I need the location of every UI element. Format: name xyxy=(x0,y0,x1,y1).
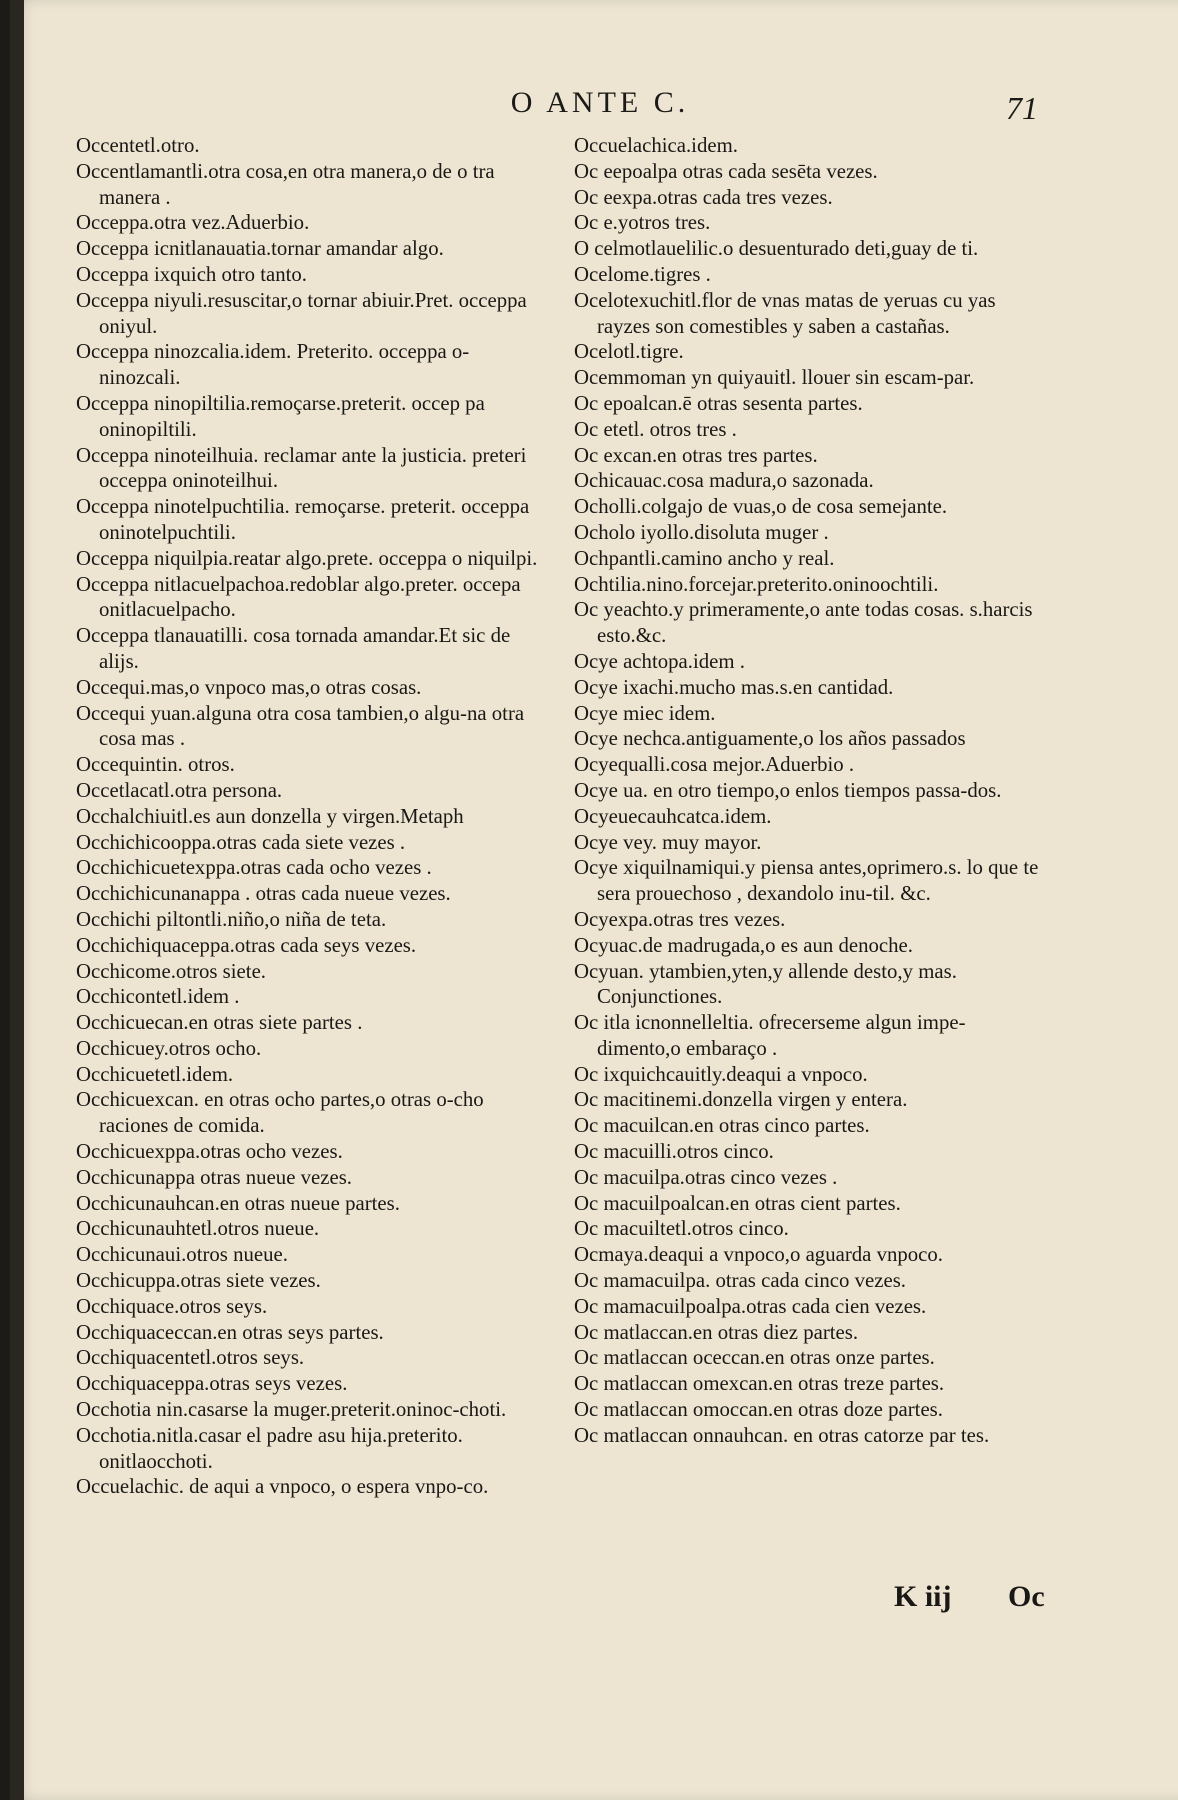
dictionary-entry: Occhicunappa otras nueue vezes. xyxy=(76,1165,353,1189)
dictionary-entry: Ocyexpa.otras tres vezes. xyxy=(574,907,786,931)
dictionary-entry: Oc excan.en otras tres partes. xyxy=(574,443,818,467)
dictionary-entry: Oc macuilpoalcan.en otras cient partes. xyxy=(574,1191,901,1215)
dictionary-entry: Ocholo iyollo.disoluta muger . xyxy=(574,520,829,544)
dictionary-entry: Oc e.yotros tres. xyxy=(574,211,711,235)
dictionary-entry: Ocelome.tigres . xyxy=(574,262,711,286)
dictionary-entry: Occhalchiuitl.es aun donzella y virgen.Metaph xyxy=(76,804,464,828)
dictionary-entry: Oc itla icnonnelleltia. ofrecerseme algun impe-dimento,o embaraço . xyxy=(574,1011,966,1060)
dictionary-entry: Occhichicunanappa . otras cada nueue vezes. xyxy=(76,882,451,906)
dictionary-entry: Ocye nechca.antiguamente,o los años passados xyxy=(574,727,966,751)
dictionary-entry: Ocye vey. muy mayor. xyxy=(574,830,762,854)
dictionary-entry: Occeppa ninozcalia.idem. Preterito. occeppa o-ninozcali. xyxy=(76,340,470,390)
folio-number: 71 xyxy=(1006,90,1038,126)
dictionary-entry: Occequi yuan.alguna otra cosa tambien,o algu-na otra cosa mas . xyxy=(76,701,525,751)
dictionary-entry: Ochtilia.nino.forcejar.preterito.oninoochtili. xyxy=(574,572,939,596)
dictionary-entry: Oc ixquichcauitly.deaqui a vnpoco. xyxy=(574,1062,868,1086)
dictionary-entry: Occeppa ninoteilhuia. reclamar ante la justicia. preteri occeppa oninoteilhui. xyxy=(76,443,527,493)
dictionary-entry: Occhiquacentetl.otros seys. xyxy=(76,1346,305,1370)
dictionary-entry: Oc eepoalpa otras cada sesēta vezes. xyxy=(574,159,878,183)
dictionary-entry: Occeppa nitlacuelpachoa.redoblar algo.preter. occepa onitlacuelpacho. xyxy=(76,572,521,622)
dictionary-entry: Oc mamacuilpa. otras cada cinco vezes. xyxy=(574,1269,907,1293)
dictionary-entry: Ocye xiquilnamiqui.y piensa antes,oprimero.s. lo que te sera prouechoso , dexandolo inu-til. &c. xyxy=(574,856,1039,906)
dictionary-entry: Occentetl.otro. xyxy=(76,134,200,157)
dictionary-entry: Ocye miec idem. xyxy=(574,701,716,725)
dictionary-entry: Oc mamacuilpoalpa.otras cada cien vezes. xyxy=(574,1294,927,1318)
dictionary-entry: Occeppa ixquich otro tanto. xyxy=(76,262,307,286)
dictionary-entry: Oc macuiltetl.otros cinco. xyxy=(574,1217,789,1241)
dictionary-entry: Ocyeuecauhcatca.idem. xyxy=(574,804,772,828)
dictionary-entry: Occentlamantli.otra cosa,en otra manera,o de o tra manera . xyxy=(76,159,495,209)
dictionary-entry: Oc macuilli.otros cinco. xyxy=(574,1140,774,1164)
dictionary-entry: O celmotlauelilic.o desuenturado deti,guay de ti. xyxy=(574,237,979,261)
dictionary-entry: Oc matlaccan oceccan.en otras onze partes. xyxy=(574,1346,935,1370)
dictionary-entry: Occuelachic. de aqui a vnpoco, o espera vnpo-co. xyxy=(76,1475,489,1499)
dictionary-entry: Ocyuan. ytambien,yten,y allende desto,y mas. Conjunctiones. xyxy=(574,959,957,1009)
dictionary-entry: Oc epoalcan.ē otras sesenta partes. xyxy=(574,391,863,415)
dictionary-entry: Occuelachica.idem. xyxy=(574,134,738,157)
dictionary-entry: Ocye ua. en otro tiempo,o enlos tiempos passa-dos. xyxy=(574,778,1002,802)
dictionary-entry: Occeppa tlanauatilli. cosa tornada amandar.Et sic de alijs. xyxy=(76,624,511,673)
dictionary-entry: Occhicuexcan. en otras ocho partes,o otras o-cho raciones de comida. xyxy=(76,1088,484,1138)
dictionary-entry: Ocyequalli.cosa mejor.Aduerbio . xyxy=(574,753,855,777)
dictionary-entry: Occetlacatl.otra persona. xyxy=(76,778,283,802)
dictionary-entry: Occhichiquaceppa.otras cada seys vezes. xyxy=(76,933,417,957)
dictionary-entry: Occhicome.otros siete. xyxy=(76,959,266,983)
dictionary-entry: Occeppa ninotelpuchtilia. remoçarse. preterit. occeppa oninotelpuchtili. xyxy=(76,495,530,544)
dictionary-entry: Occhotia.nitla.casar el padre asu hija.preterito. onitlaocchoti. xyxy=(76,1423,463,1473)
dictionary-entry: Oc matlaccan omexcan.en otras treze partes. xyxy=(574,1372,945,1396)
dictionary-entry: Occhichicooppa.otras cada siete vezes . xyxy=(76,830,406,854)
dictionary-entry: Occequintin. otros. xyxy=(76,753,235,777)
dictionary-entry: Occeppa ninopiltilia.remoçarse.preterit. occep pa oninopiltili. xyxy=(76,391,485,441)
page-gutter xyxy=(10,0,24,1800)
dictionary-entry: Occeppa icnitlanauatia.tornar amandar algo. xyxy=(76,237,444,261)
dictionary-entry: Occhiquaceppa.otras seys vezes. xyxy=(76,1372,348,1396)
catchword: Oc xyxy=(1008,1580,1045,1613)
dictionary-entry: Ochpantli.camino ancho y real. xyxy=(574,546,835,570)
dictionary-entry: Occeppa.otra vez.Aduerbio. xyxy=(76,211,310,235)
dictionary-entry: Oc matlaccan onnauhcan. en otras catorze par tes. xyxy=(574,1423,990,1447)
dictionary-entry: Ocelotexuchitl.flor de vnas matas de yeruas cu yas rayzes son comestibles y saben a castañas. xyxy=(574,288,996,338)
dictionary-entry: Oc eexpa.otras cada tres vezes. xyxy=(574,185,833,209)
dictionary-entry: Occhicuetetl.idem. xyxy=(76,1062,234,1086)
dictionary-entry: Oc yeachto.y primeramente,o ante todas cosas. s.harcis esto.&c. xyxy=(574,598,1033,648)
dictionary-entry: Occhicuecan.en otras siete partes . xyxy=(76,1011,363,1035)
dictionary-entry: Occhichi piltontli.niño,o niña de teta. xyxy=(76,907,387,931)
dictionary-entry: Oc macuilcan.en otras cinco partes. xyxy=(574,1114,870,1138)
right-column xyxy=(574,133,1049,1449)
dictionary-entry: Ocemmoman yn quiyauitl. llouer sin escam-par. xyxy=(574,366,975,390)
dictionary-entry: Occhicunauhtetl.otros nueue. xyxy=(76,1217,320,1241)
dictionary-entry: Occhichicuetexppa.otras cada ocho vezes . xyxy=(76,856,432,880)
dictionary-entry: Occhicuexppa.otras ocho vezes. xyxy=(76,1140,343,1164)
signature-mark: K iij xyxy=(894,1580,952,1613)
dictionary-entry: Oc macitinemi.donzella virgen y entera. xyxy=(574,1088,908,1112)
dictionary-entry: Occhicunauhcan.en otras nueue partes. xyxy=(76,1191,400,1215)
dictionary-entry: Ocyuac.de madrugada,o es aun denoche. xyxy=(574,933,913,957)
dictionary-entry: Ocelotl.tigre. xyxy=(574,340,684,364)
dictionary-entry: Oc matlaccan omoccan.en otras doze partes. xyxy=(574,1398,943,1422)
dictionary-entry: Occeppa niyuli.resuscitar,o tornar abiuir.Pret. occeppa oniyul. xyxy=(76,288,527,338)
dictionary-entry: Occhiquace.otros seys. xyxy=(76,1294,268,1318)
dictionary-entry: Occhotia nin.casarse la muger.preterit.oninoc-choti. xyxy=(76,1398,507,1422)
dictionary-entry: Occhiquaceccan.en otras seys partes. xyxy=(76,1320,384,1344)
dictionary-entry: Oc matlaccan.en otras diez partes. xyxy=(574,1320,859,1344)
dictionary-entry: Ochicauac.cosa madura,o sazonada. xyxy=(574,469,874,493)
dictionary-entry: Occequi.mas,o vnpoco mas,o otras cosas. xyxy=(76,675,422,699)
book-page xyxy=(10,0,1178,1800)
dictionary-entry: Occhicunaui.otros nueue. xyxy=(76,1243,288,1267)
dictionary-entry: Ocye achtopa.idem . xyxy=(574,649,745,673)
dictionary-entry: Occhicontetl.idem . xyxy=(76,985,240,1009)
dictionary-entry: Oc etetl. otros tres . xyxy=(574,417,737,441)
running-head: O ANTE C. xyxy=(510,86,690,119)
dictionary-entry: Occhicuppa.otras siete vezes. xyxy=(76,1269,321,1293)
left-column xyxy=(76,133,546,1500)
dictionary-entry: Ocye ixachi.mucho mas.s.en cantidad. xyxy=(574,675,894,699)
dictionary-entry: Occhicuey.otros ocho. xyxy=(76,1036,262,1060)
dictionary-entry: Oc macuilpa.otras cinco vezes . xyxy=(574,1165,838,1189)
dictionary-entry: Ocmaya.deaqui a vnpoco,o aguarda vnpoco. xyxy=(574,1243,944,1267)
dictionary-entry: Occeppa niquilpia.reatar algo.prete. occeppa o niquilpi. xyxy=(76,546,538,570)
dictionary-entry: Ocholli.colgajo de vuas,o de cosa semejante. xyxy=(574,495,948,519)
